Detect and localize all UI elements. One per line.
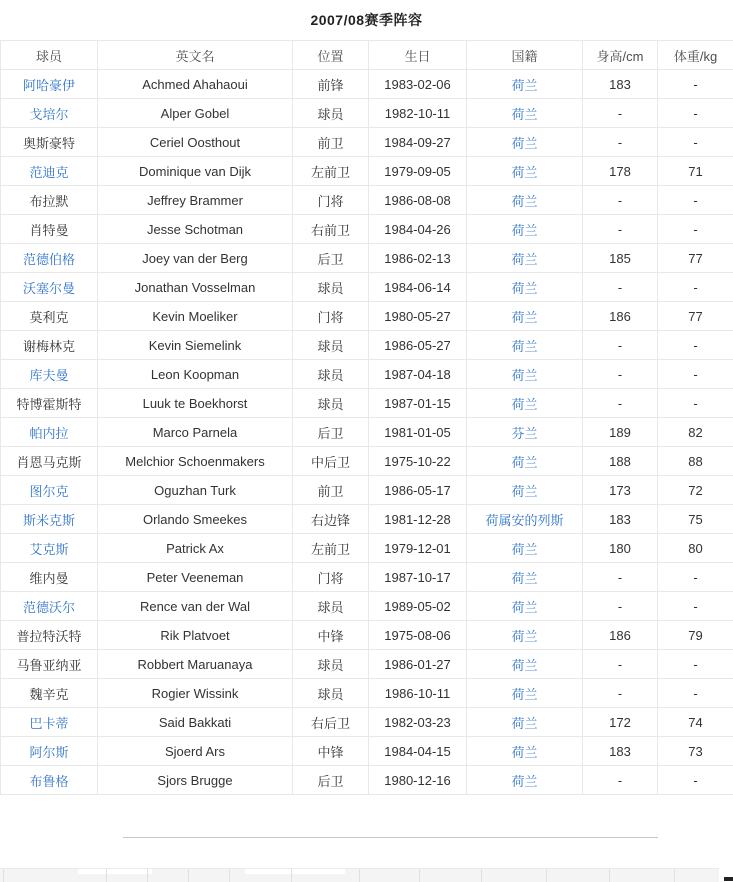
weight-cell: -: [658, 128, 733, 157]
position-cell: 门将: [293, 563, 369, 592]
nationality-cell-link[interactable]: 荷兰: [511, 281, 537, 296]
corner-mark: [724, 877, 733, 881]
weight-cell: 74: [658, 708, 733, 737]
position-cell: 右边锋: [293, 505, 369, 534]
position-cell: 球员: [293, 650, 369, 679]
table-row: [1, 302, 733, 331]
english-name-cell: Robbert Maruanaya: [98, 650, 293, 679]
player-name-cell: 维内曼: [1, 563, 98, 592]
weight-cell: 73: [658, 737, 733, 766]
player-name-cell: [1, 70, 98, 99]
english-name-cell: Kevin Siemelink: [98, 331, 293, 360]
nationality-cell: [467, 621, 583, 650]
english-name-cell: Patrick Ax: [98, 534, 293, 563]
weight-cell: -: [658, 273, 733, 302]
player-name-cell: 肖特曼: [1, 215, 98, 244]
player-name-cell: [1, 99, 98, 128]
weight-cell: -: [658, 563, 733, 592]
height-cell: 183: [583, 70, 658, 99]
player-name-cell: [1, 534, 98, 563]
table-row: [1, 215, 733, 244]
nationality-cell: [467, 389, 583, 418]
birthday-cell: 1987-01-15: [369, 389, 467, 418]
english-name-cell: Leon Koopman: [98, 360, 293, 389]
position-cell: 球员: [293, 99, 369, 128]
section-title-bar: [0, 0, 733, 40]
strip-cell-border: [674, 869, 675, 882]
player-name-cell: 特博霍斯特: [1, 389, 98, 418]
strip-cell-border: [359, 869, 360, 882]
strip-cell-border: [3, 869, 4, 882]
position-cell: 球员: [293, 389, 369, 418]
english-name-cell: Oguzhan Turk: [98, 476, 293, 505]
height-cell: -: [583, 273, 658, 302]
birthday-cell: 1982-03-23: [369, 708, 467, 737]
position-cell: 前锋: [293, 70, 369, 99]
table-row: [1, 186, 733, 215]
weight-cell: -: [658, 766, 733, 795]
col-header-position: 位置: [293, 41, 369, 70]
birthday-cell: 1987-10-17: [369, 563, 467, 592]
player-name-cell: [1, 418, 98, 447]
player-name-cell: [1, 708, 98, 737]
weight-cell: -: [658, 331, 733, 360]
player-name-cell: 奥斯豪特: [1, 128, 98, 157]
height-cell: -: [583, 128, 658, 157]
player-name-cell-link[interactable]: 帕内拉: [29, 426, 68, 441]
position-cell: 球员: [293, 679, 369, 708]
player-name-cell-link[interactable]: 戈培尔: [29, 107, 68, 122]
strip-cell-border: [147, 869, 148, 882]
nationality-cell: [467, 157, 583, 186]
player-name-cell-link[interactable]: 布鲁格: [29, 774, 68, 789]
player-name-cell-link[interactable]: 范迪克: [29, 165, 68, 180]
height-cell: -: [583, 186, 658, 215]
height-cell: -: [583, 331, 658, 360]
weight-cell: -: [658, 389, 733, 418]
english-name-cell: Luuk te Boekhorst: [98, 389, 293, 418]
birthday-cell: 1984-04-26: [369, 215, 467, 244]
english-name-cell: Said Bakkati: [98, 708, 293, 737]
strip-cell-border: [229, 869, 230, 882]
height-cell: -: [583, 99, 658, 128]
weight-cell: 75: [658, 505, 733, 534]
col-header-player: 球员: [1, 41, 98, 70]
english-name-cell: Jeffrey Brammer: [98, 186, 293, 215]
height-cell: -: [583, 766, 658, 795]
nationality-cell: [467, 70, 583, 99]
nationality-cell-link[interactable]: 荷兰: [511, 78, 537, 93]
height-cell: 185: [583, 244, 658, 273]
english-name-cell: Rik Platvoet: [98, 621, 293, 650]
weight-cell: -: [658, 215, 733, 244]
strip-cell-border: [291, 869, 292, 882]
position-cell: 球员: [293, 360, 369, 389]
strip-notch: [78, 869, 152, 874]
table-row: [1, 650, 733, 679]
position-cell: 门将: [293, 302, 369, 331]
table-row: [1, 534, 733, 563]
nationality-cell-link[interactable]: 荷兰: [511, 542, 537, 557]
player-name-cell: 肖恩马克斯: [1, 447, 98, 476]
height-cell: -: [583, 592, 658, 621]
position-cell: 中后卫: [293, 447, 369, 476]
col-header-birthday: 生日: [369, 41, 467, 70]
weight-cell: -: [658, 186, 733, 215]
birthday-cell: 1979-12-01: [369, 534, 467, 563]
nationality-cell: [467, 128, 583, 157]
english-name-cell: Peter Veeneman: [98, 563, 293, 592]
english-name-cell: Dominique van Dijk: [98, 157, 293, 186]
weight-cell: 77: [658, 302, 733, 331]
height-cell: 188: [583, 447, 658, 476]
table-row: [1, 679, 733, 708]
nationality-cell: [467, 244, 583, 273]
nationality-cell-link[interactable]: 荷兰: [511, 165, 537, 180]
table-row: [1, 476, 733, 505]
nationality-cell-link[interactable]: 荷兰: [511, 658, 537, 673]
strip-cell-border: [481, 869, 482, 882]
col-header-nationality: 国籍: [467, 41, 583, 70]
nationality-cell: [467, 679, 583, 708]
player-name-cell-link[interactable]: 图尔克: [29, 484, 68, 499]
player-name-cell: [1, 476, 98, 505]
strip-cell-border: [106, 869, 107, 882]
nationality-cell: [467, 737, 583, 766]
nationality-cell-link[interactable]: 荷兰: [511, 223, 537, 238]
english-name-cell: Jesse Schotman: [98, 215, 293, 244]
table-row: [1, 70, 733, 99]
nationality-cell: [467, 650, 583, 679]
player-name-cell: [1, 766, 98, 795]
player-name-cell-link[interactable]: 艾克斯: [29, 542, 68, 557]
english-name-cell: Joey van der Berg: [98, 244, 293, 273]
birthday-cell: 1975-08-06: [369, 621, 467, 650]
birthday-cell: 1980-12-16: [369, 766, 467, 795]
height-cell: -: [583, 389, 658, 418]
position-cell: 球员: [293, 592, 369, 621]
strip-cell-border: [546, 869, 547, 882]
nationality-cell-link[interactable]: 荷兰: [511, 716, 537, 731]
table-row: [1, 99, 733, 128]
nationality-cell: [467, 215, 583, 244]
table-header-row: [1, 41, 733, 70]
nationality-cell: [467, 447, 583, 476]
weight-cell: 77: [658, 244, 733, 273]
birthday-cell: 1989-05-02: [369, 592, 467, 621]
height-cell: 186: [583, 302, 658, 331]
table-row: [1, 273, 733, 302]
height-cell: 178: [583, 157, 658, 186]
position-cell: 中锋: [293, 737, 369, 766]
birthday-cell: 1980-05-27: [369, 302, 467, 331]
table-row: [1, 621, 733, 650]
nationality-cell-link[interactable]: 荷兰: [511, 571, 537, 586]
player-name-cell: 马鲁亚纳亚: [1, 650, 98, 679]
height-cell: 183: [583, 737, 658, 766]
nationality-cell-link[interactable]: 荷兰: [511, 194, 537, 209]
player-name-cell: [1, 244, 98, 273]
nationality-cell-link[interactable]: 芬兰: [511, 426, 537, 441]
table-row: [1, 505, 733, 534]
table-row: [1, 563, 733, 592]
nationality-cell: [467, 302, 583, 331]
section-divider-line: [123, 837, 658, 838]
player-name-cell-link[interactable]: 范德伯格: [23, 252, 75, 267]
nationality-cell: [467, 476, 583, 505]
birthday-cell: 1983-02-06: [369, 70, 467, 99]
english-name-cell: Orlando Smeekes: [98, 505, 293, 534]
english-name-cell: Achmed Ahahaoui: [98, 70, 293, 99]
birthday-cell: 1986-02-13: [369, 244, 467, 273]
player-name-cell-link[interactable]: 阿尔斯: [29, 745, 68, 760]
player-name-cell-link[interactable]: 沃塞尔曼: [23, 281, 75, 296]
player-name-cell-link[interactable]: 库夫曼: [29, 368, 68, 383]
nationality-cell-link[interactable]: 荷兰: [511, 745, 537, 760]
table-row: [1, 737, 733, 766]
birthday-cell: 1986-08-08: [369, 186, 467, 215]
squad-table-body: [1, 70, 733, 795]
height-cell: 173: [583, 476, 658, 505]
birthday-cell: 1981-01-05: [369, 418, 467, 447]
player-name-cell: [1, 505, 98, 534]
height-cell: 186: [583, 621, 658, 650]
birthday-cell: 1981-12-28: [369, 505, 467, 534]
table-row: [1, 592, 733, 621]
weight-cell: 88: [658, 447, 733, 476]
strip-cell-border: [609, 869, 610, 882]
height-cell: -: [583, 215, 658, 244]
player-name-cell: [1, 273, 98, 302]
weight-cell: -: [658, 360, 733, 389]
nationality-cell-link[interactable]: 荷兰: [511, 397, 537, 412]
birthday-cell: 1984-06-14: [369, 273, 467, 302]
player-name-cell-link[interactable]: 巴卡蒂: [29, 716, 68, 731]
nationality-cell-link[interactable]: 荷兰: [511, 455, 537, 470]
page-title: 2007/08赛季阵容: [310, 10, 422, 30]
nationality-cell-link[interactable]: 荷属安的列斯: [485, 513, 563, 528]
height-cell: 180: [583, 534, 658, 563]
birthday-cell: 1986-05-17: [369, 476, 467, 505]
nationality-cell: [467, 360, 583, 389]
nationality-cell: [467, 186, 583, 215]
weight-cell: 82: [658, 418, 733, 447]
birthday-cell: 1979-09-05: [369, 157, 467, 186]
birthday-cell: 1986-10-11: [369, 679, 467, 708]
nationality-cell-link[interactable]: 荷兰: [511, 774, 537, 789]
weight-cell: -: [658, 679, 733, 708]
height-cell: -: [583, 679, 658, 708]
nationality-cell-link[interactable]: 荷兰: [511, 107, 537, 122]
partial-next-table-strip: [0, 868, 719, 882]
height-cell: -: [583, 650, 658, 679]
weight-cell: 80: [658, 534, 733, 563]
english-name-cell: Rence van der Wal: [98, 592, 293, 621]
nationality-cell: [467, 273, 583, 302]
table-row: [1, 766, 733, 795]
player-name-cell: 莫利克: [1, 302, 98, 331]
table-row: [1, 708, 733, 737]
height-cell: 183: [583, 505, 658, 534]
nationality-cell-link[interactable]: 荷兰: [511, 629, 537, 644]
nationality-cell-link[interactable]: 荷兰: [511, 368, 537, 383]
nationality-cell-link[interactable]: 荷兰: [511, 484, 537, 499]
table-row: [1, 389, 733, 418]
weight-cell: 79: [658, 621, 733, 650]
weight-cell: -: [658, 592, 733, 621]
height-cell: 189: [583, 418, 658, 447]
birthday-cell: 1984-09-27: [369, 128, 467, 157]
nationality-cell: [467, 99, 583, 128]
position-cell: 右前卫: [293, 215, 369, 244]
english-name-cell: Marco Parnela: [98, 418, 293, 447]
player-name-cell-link[interactable]: 范德沃尔: [23, 600, 75, 615]
nationality-cell: [467, 418, 583, 447]
player-name-cell: 魏辛克: [1, 679, 98, 708]
english-name-cell: Alper Gobel: [98, 99, 293, 128]
player-name-cell-link[interactable]: 阿哈豪伊: [23, 78, 75, 93]
weight-cell: 71: [658, 157, 733, 186]
position-cell: 后卫: [293, 244, 369, 273]
player-name-cell: [1, 737, 98, 766]
player-name-cell: [1, 157, 98, 186]
strip-notch: [245, 869, 345, 874]
nationality-cell: [467, 766, 583, 795]
table-row: [1, 128, 733, 157]
table-row: [1, 331, 733, 360]
english-name-cell: Sjors Brugge: [98, 766, 293, 795]
birthday-cell: 1986-01-27: [369, 650, 467, 679]
nationality-cell: [467, 331, 583, 360]
player-name-cell: 布拉默: [1, 186, 98, 215]
birthday-cell: 1984-04-15: [369, 737, 467, 766]
position-cell: 中锋: [293, 621, 369, 650]
english-name-cell: Melchior Schoenmakers: [98, 447, 293, 476]
weight-cell: -: [658, 650, 733, 679]
english-name-cell: Sjoerd Ars: [98, 737, 293, 766]
position-cell: 门将: [293, 186, 369, 215]
birthday-cell: 1982-10-11: [369, 99, 467, 128]
english-name-cell: Kevin Moeliker: [98, 302, 293, 331]
nationality-cell-link[interactable]: 荷兰: [511, 600, 537, 615]
nationality-cell: [467, 534, 583, 563]
col-header-english: 英文名: [98, 41, 293, 70]
weight-cell: -: [658, 99, 733, 128]
english-name-cell: Rogier Wissink: [98, 679, 293, 708]
nationality-cell-link[interactable]: 荷兰: [511, 687, 537, 702]
height-cell: 172: [583, 708, 658, 737]
squad-table: [0, 40, 733, 795]
birthday-cell: 1975-10-22: [369, 447, 467, 476]
nationality-cell-link[interactable]: 荷兰: [511, 136, 537, 151]
position-cell: 左前卫: [293, 157, 369, 186]
table-row: [1, 447, 733, 476]
nationality-cell-link[interactable]: 荷兰: [511, 310, 537, 325]
player-name-cell: [1, 360, 98, 389]
strip-cell-border: [419, 869, 420, 882]
english-name-cell: Jonathan Vosselman: [98, 273, 293, 302]
player-name-cell-link[interactable]: 斯米克斯: [23, 513, 75, 528]
nationality-cell: [467, 592, 583, 621]
table-row: [1, 157, 733, 186]
nationality-cell: [467, 505, 583, 534]
height-cell: -: [583, 360, 658, 389]
nationality-cell: [467, 563, 583, 592]
player-name-cell: 谢梅林克: [1, 331, 98, 360]
weight-cell: 72: [658, 476, 733, 505]
position-cell: 前卫: [293, 128, 369, 157]
col-header-height: 身高/cm: [583, 41, 658, 70]
strip-cell-border: [188, 869, 189, 882]
birthday-cell: 1986-05-27: [369, 331, 467, 360]
table-row: [1, 244, 733, 273]
position-cell: 前卫: [293, 476, 369, 505]
position-cell: 左前卫: [293, 534, 369, 563]
position-cell: 右后卫: [293, 708, 369, 737]
player-name-cell: [1, 592, 98, 621]
height-cell: -: [583, 563, 658, 592]
birthday-cell: 1987-04-18: [369, 360, 467, 389]
position-cell: 球员: [293, 331, 369, 360]
position-cell: 球员: [293, 273, 369, 302]
nationality-cell-link[interactable]: 荷兰: [511, 339, 537, 354]
player-name-cell: 普拉特沃特: [1, 621, 98, 650]
table-row: [1, 418, 733, 447]
nationality-cell: [467, 708, 583, 737]
position-cell: 后卫: [293, 418, 369, 447]
table-row: [1, 360, 733, 389]
nationality-cell-link[interactable]: 荷兰: [511, 252, 537, 267]
weight-cell: -: [658, 70, 733, 99]
col-header-weight: 体重/kg: [658, 41, 733, 70]
position-cell: 后卫: [293, 766, 369, 795]
english-name-cell: Ceriel Oosthout: [98, 128, 293, 157]
